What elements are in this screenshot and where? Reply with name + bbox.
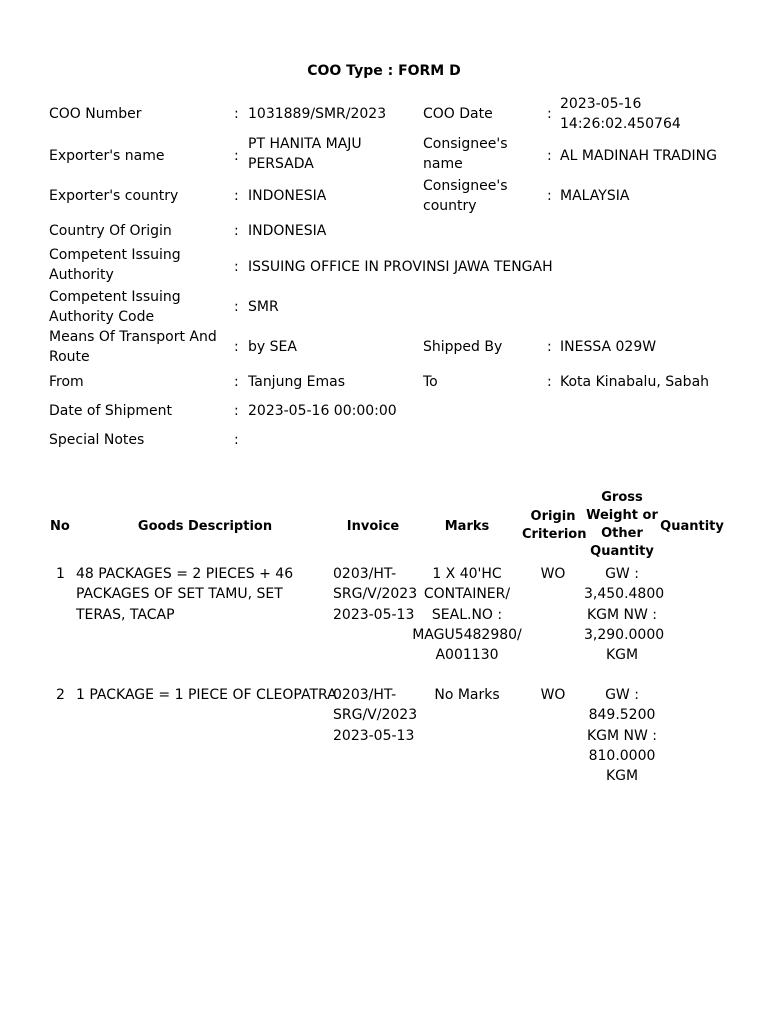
column-header-invoice: Invoice <box>346 519 400 534</box>
table-row-1-invoice: 0203/HT-SRG/V/2023 2023-05-13 <box>333 566 418 623</box>
table-row-2-marks: No Marks <box>434 687 500 703</box>
column-header-marks: Marks <box>444 519 490 534</box>
table-row-2-origin-criterion: WO <box>540 687 566 703</box>
colon: : <box>547 188 552 204</box>
table-row-1-gross-weight: GW : 3,450.4800 KGM NW : 3,290.0000 KGM <box>584 566 665 664</box>
coo-number-value: 1031889/SMR/2023 <box>248 106 387 122</box>
colon: : <box>234 299 239 315</box>
table-row-1-no: 1 <box>56 566 65 582</box>
table-row-2-no: 2 <box>56 687 65 703</box>
authority-value: ISSUING OFFICE IN PROVINSI JAWA TENGAH <box>248 259 553 275</box>
exporter-name-value: PT HANITA MAJU PERSADA <box>248 136 362 172</box>
shipment-date-label: Date of Shipment <box>49 403 173 419</box>
colon: : <box>234 339 239 355</box>
colon: : <box>547 339 552 355</box>
special-notes-label: Special Notes <box>49 432 145 448</box>
colon: : <box>547 374 552 390</box>
exporter-country-value: INDONESIA <box>248 188 327 204</box>
authority-label: Competent Issuing Authority <box>49 247 181 283</box>
colon: : <box>234 374 239 390</box>
column-header-gross-weight: Gross Weight or Other Quantity <box>586 490 658 559</box>
colon: : <box>234 223 239 239</box>
coo-date-label: COO Date <box>423 106 493 122</box>
shipped-by-value: INESSA 029W <box>560 339 657 355</box>
table-row-2-description: 1 PACKAGE = 1 PIECE OF CLEOPATRA <box>76 687 337 703</box>
coo-number-label: COO Number <box>49 106 142 122</box>
table-row-1-description: 48 PACKAGES = 2 PIECES + 46 PACKAGES OF SET TAMU, SET TERAS, TACAP <box>76 566 294 623</box>
authority-code-value: SMR <box>248 299 279 315</box>
colon: : <box>547 148 552 164</box>
coo-date-value: 2023-05-16 14:26:02.450764 <box>560 96 681 132</box>
colon: : <box>234 148 239 164</box>
column-header-origin-criterion: Origin Criterion <box>522 509 587 542</box>
consignee-name-value: AL MADINAH TRADING <box>560 148 717 164</box>
shipped-by-label: Shipped By <box>423 339 503 355</box>
to-label: To <box>423 374 438 390</box>
document-title: COO Type : FORM D <box>307 63 461 79</box>
exporter-country-label: Exporter's country <box>49 188 179 204</box>
colon: : <box>234 259 239 275</box>
consignee-country-value: MALAYSIA <box>560 188 630 204</box>
colon: : <box>234 403 239 419</box>
transport-label: Means Of Transport And Route <box>49 329 217 365</box>
colon: : <box>234 432 239 448</box>
consignee-name-label: Consignee's name <box>423 136 508 172</box>
from-label: From <box>49 374 84 390</box>
consignee-country-label: Consignee's country <box>423 178 508 214</box>
from-value: Tanjung Emas <box>248 374 346 390</box>
transport-value: by SEA <box>248 339 297 355</box>
table-row-2-invoice: 0203/HT-SRG/V/2023 2023-05-13 <box>333 687 418 744</box>
table-row-2-gross-weight: GW : 849.5200 KGM NW : 810.0000 KGM <box>586 687 658 785</box>
table-row-1-origin-criterion: WO <box>540 566 566 582</box>
exporter-name-label: Exporter's name <box>49 148 165 164</box>
column-header-goods-description: Goods Description <box>137 519 273 534</box>
authority-code-label: Competent Issuing Authority Code <box>49 289 181 325</box>
origin-country-label: Country Of Origin <box>49 223 172 239</box>
colon: : <box>547 106 552 122</box>
column-header-quantity: Quantity <box>660 519 724 534</box>
colon: : <box>234 106 239 122</box>
to-value: Kota Kinabalu, Sabah <box>560 374 710 390</box>
column-header-no: No <box>50 519 70 534</box>
shipment-date-value: 2023-05-16 00:00:00 <box>248 403 397 419</box>
colon: : <box>234 188 239 204</box>
table-row-1-marks: 1 X 40'HC CONTAINER/ SEAL.NO : MAGU5482980/ A001130 <box>412 566 522 664</box>
origin-country-value: INDONESIA <box>248 223 327 239</box>
